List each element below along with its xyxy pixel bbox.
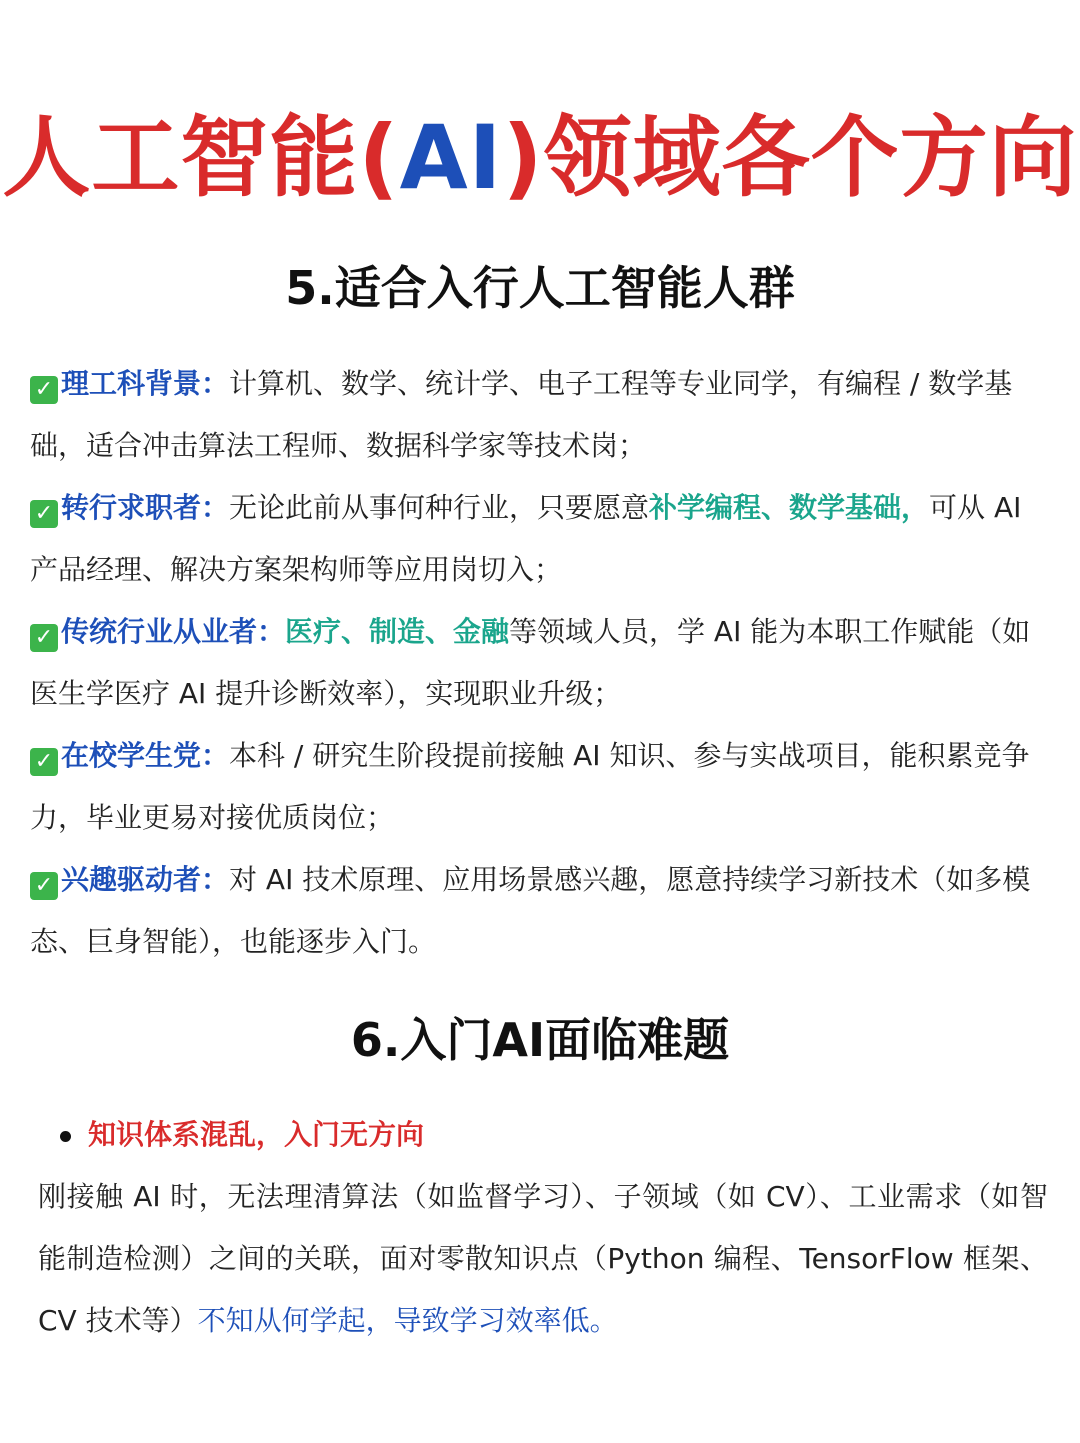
bullet-title: 知识体系混乱，入门无方向 (88, 1118, 425, 1151)
title-part-3: )领域各个方向 (502, 106, 1078, 209)
list-item (30, 477, 1050, 601)
item-text: 可从 AI 产品经理、解决方案架构师等应用岗切入； (30, 491, 1022, 586)
check-icon: ✓ (30, 872, 58, 900)
item-label: 传统行业从业者： (61, 615, 286, 648)
difficulty-text: 刚接触 AI 时，无法理清算法（如监督学习）、子领域（如 CV）、工业需求（如智能制造检测）之间的关联，面对零散知识点（Python 编程、TensorFlow 框架、CV 技术等） (38, 1180, 1048, 1337)
check-icon: ✓ (30, 500, 58, 528)
check-icon: ✓ (30, 376, 58, 404)
section-6-heading: 6.入门AI面临难题 (350, 1013, 730, 1067)
list-item (30, 849, 1050, 973)
title-part-1: 人工智能( (2, 106, 400, 209)
bullet-dot-icon (60, 1131, 71, 1142)
item-label: 在校学生党： (61, 739, 230, 772)
item-highlight: 医疗、制造、金融 (285, 615, 510, 648)
section-5-heading: 5.适合入行人工智能人群 (285, 261, 795, 315)
list-item (30, 725, 1050, 849)
item-label: 转行求职者： (61, 491, 230, 524)
difficulty-highlight: 不知从何学起，导致学习效率低。 (197, 1304, 618, 1337)
item-text: 本科 / 研究生阶段提前接触 AI 知识、参与实战项目，能积累竞争力，毕业更易对接优质岗位； (30, 739, 1030, 834)
item-label: 兴趣驱动者： (61, 863, 230, 896)
item-text: 无论此前从事何种行业，只要愿意 (229, 491, 650, 524)
main-title (0, 108, 1080, 208)
item-text: 计算机、数学、统计学、电子工程等专业同学，有编程 / 数学基础，适合冲击算法工程师、数据科学家等技术岗； (30, 367, 1013, 462)
check-icon: ✓ (30, 624, 58, 652)
check-icon: ✓ (30, 748, 58, 776)
audience-list (30, 353, 1050, 973)
list-item (30, 353, 1050, 477)
bullet-item (38, 1104, 1048, 1166)
difficulty-body (38, 1166, 1048, 1352)
title-part-ai: AI (399, 106, 503, 209)
difficulty-block (38, 1104, 1048, 1352)
item-highlight: 补学编程、数学基础， (649, 491, 930, 524)
item-text: 对 AI 技术原理、应用场景感兴趣，愿意持续学习新技术（如多模态、巨身智能），也能逐步入门。 (30, 863, 1031, 958)
list-item (30, 601, 1050, 725)
item-label: 理工科背景： (61, 367, 230, 400)
item-text: 等领域人员，学 AI 能为本职工作赋能（如医生学医疗 AI 提升诊断效率），实现职业升级； (30, 615, 1031, 710)
